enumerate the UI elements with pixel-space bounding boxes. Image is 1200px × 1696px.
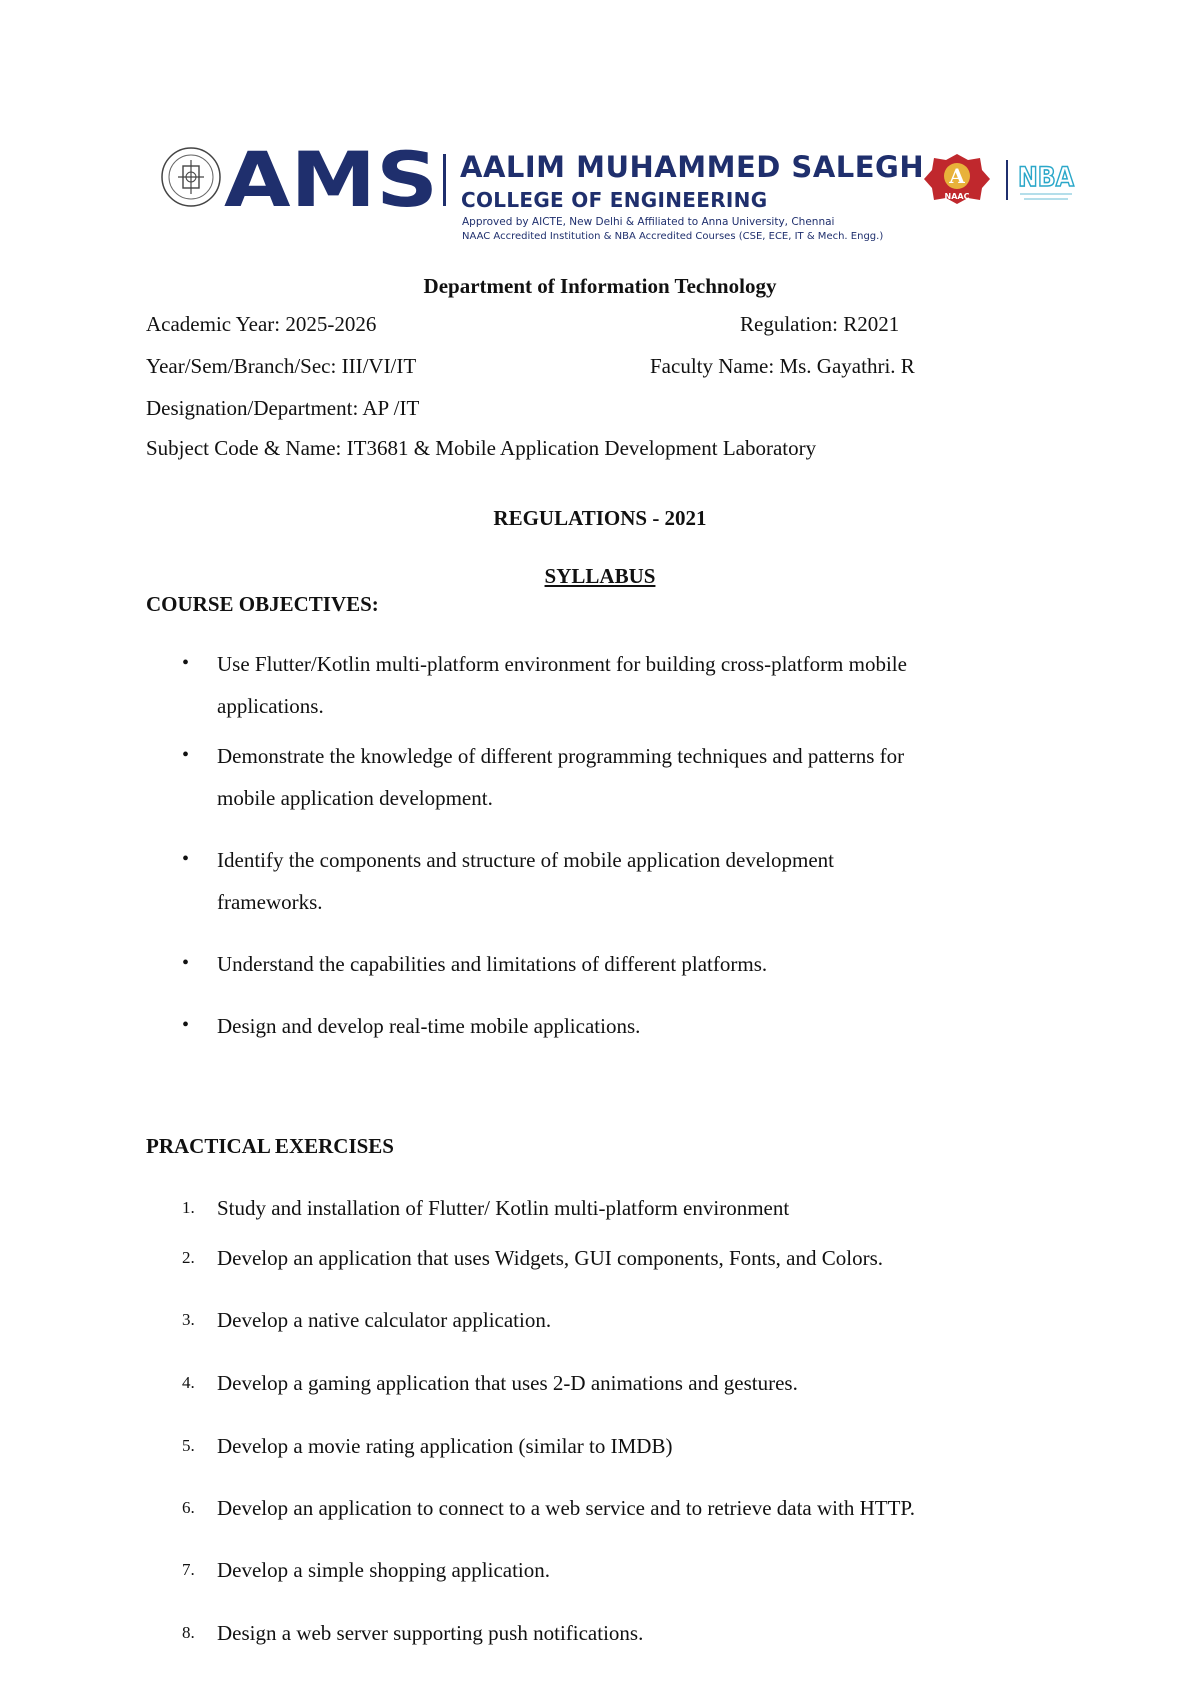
year-sem-branch: Year/Sem/Branch/Sec: III/VI/IT [146, 354, 417, 378]
item-number: 8. [182, 1623, 195, 1642]
objective-text: Design and develop real-time mobile applications. [217, 1014, 641, 1038]
letterhead-divider [443, 154, 446, 206]
objective-text: Understand the capabilities and limitations of different platforms. [217, 952, 768, 976]
course-objectives-heading: COURSE OBJECTIVES: [146, 592, 379, 616]
ams-logo-text: AMS [224, 140, 438, 220]
item-number: 3. [182, 1310, 195, 1329]
department-title: Department of Information Technology [423, 274, 777, 298]
regulation: Regulation: R2021 [740, 312, 900, 336]
subject-code-name: Subject Code & Name: IT3681 & Mobile Application Development Laboratory [146, 436, 817, 460]
practical-exercises-heading: PRACTICAL EXERCISES [146, 1134, 394, 1158]
naac-badge-icon [922, 152, 992, 206]
approval-line: Approved by AICTE, New Delhi & Affiliated to Anna University, Chennai [462, 216, 835, 228]
nba-label: NBA [1018, 162, 1075, 193]
objective-text: Demonstrate the knowledge of different programming techniques and patterns for [217, 744, 905, 768]
regulations-title: REGULATIONS - 2021 [493, 506, 707, 530]
college-subtitle: COLLEGE OF ENGINEERING [461, 188, 768, 212]
objective-text: Identify the components and structure of mobile application development [217, 848, 834, 872]
objective-text-continued: frameworks. [217, 890, 323, 914]
syllabus-title: SYLLABUS [544, 564, 656, 588]
bullet-icon: • [182, 952, 190, 974]
item-number: 5. [182, 1436, 195, 1455]
designation: Designation/Department: AP /IT [146, 396, 420, 420]
naac-label: NAAC [944, 192, 970, 201]
bullet-icon: • [182, 1014, 190, 1036]
faculty-name: Faculty Name: Ms. Gayathri. R [650, 354, 915, 378]
objective-text: Use Flutter/Kotlin multi-platform environment for building cross-platform mobile [217, 652, 907, 676]
item-number: 2. [182, 1248, 195, 1267]
college-seal-icon [160, 146, 222, 208]
exercise-text: Develop an application to connect to a web service and to retrieve data with HTTP. [217, 1496, 916, 1520]
academic-year: Academic Year: 2025-2026 [146, 312, 377, 336]
objective-text-continued: mobile application development. [217, 786, 493, 810]
exercise-text: Develop a native calculator application. [217, 1308, 552, 1332]
ams-logo [224, 140, 440, 220]
item-number: 1. [182, 1198, 195, 1217]
item-number: 7. [182, 1560, 195, 1579]
bullet-icon: • [182, 652, 190, 674]
exercise-text: Develop a simple shopping application. [217, 1558, 551, 1582]
badge-divider [1006, 160, 1008, 200]
bullet-icon: • [182, 744, 190, 766]
exercise-text: Design a web server supporting push notifications. [217, 1621, 644, 1645]
letterhead [160, 140, 1080, 252]
accreditation-line: NAAC Accredited Institution & NBA Accredited Courses (CSE, ECE, IT & Mech. Engg.) [462, 231, 884, 242]
college-name: AALIM MUHAMMED SALEGH [460, 150, 925, 184]
item-number: 6. [182, 1498, 195, 1517]
objective-text-continued: applications. [217, 694, 324, 718]
exercise-text: Develop a movie rating application (similar to IMDB) [217, 1434, 673, 1458]
naac-grade: A [949, 164, 965, 188]
bullet-icon: • [182, 848, 190, 870]
exercise-text: Study and installation of Flutter/ Kotlin multi-platform environment [217, 1196, 790, 1220]
exercise-text: Develop an application that uses Widgets, GUI components, Fonts, and Colors. [217, 1246, 884, 1270]
item-number: 4. [182, 1373, 195, 1392]
nba-logo-icon [1016, 156, 1078, 204]
exercise-text: Develop a gaming application that uses 2-D animations and gestures. [217, 1371, 798, 1395]
